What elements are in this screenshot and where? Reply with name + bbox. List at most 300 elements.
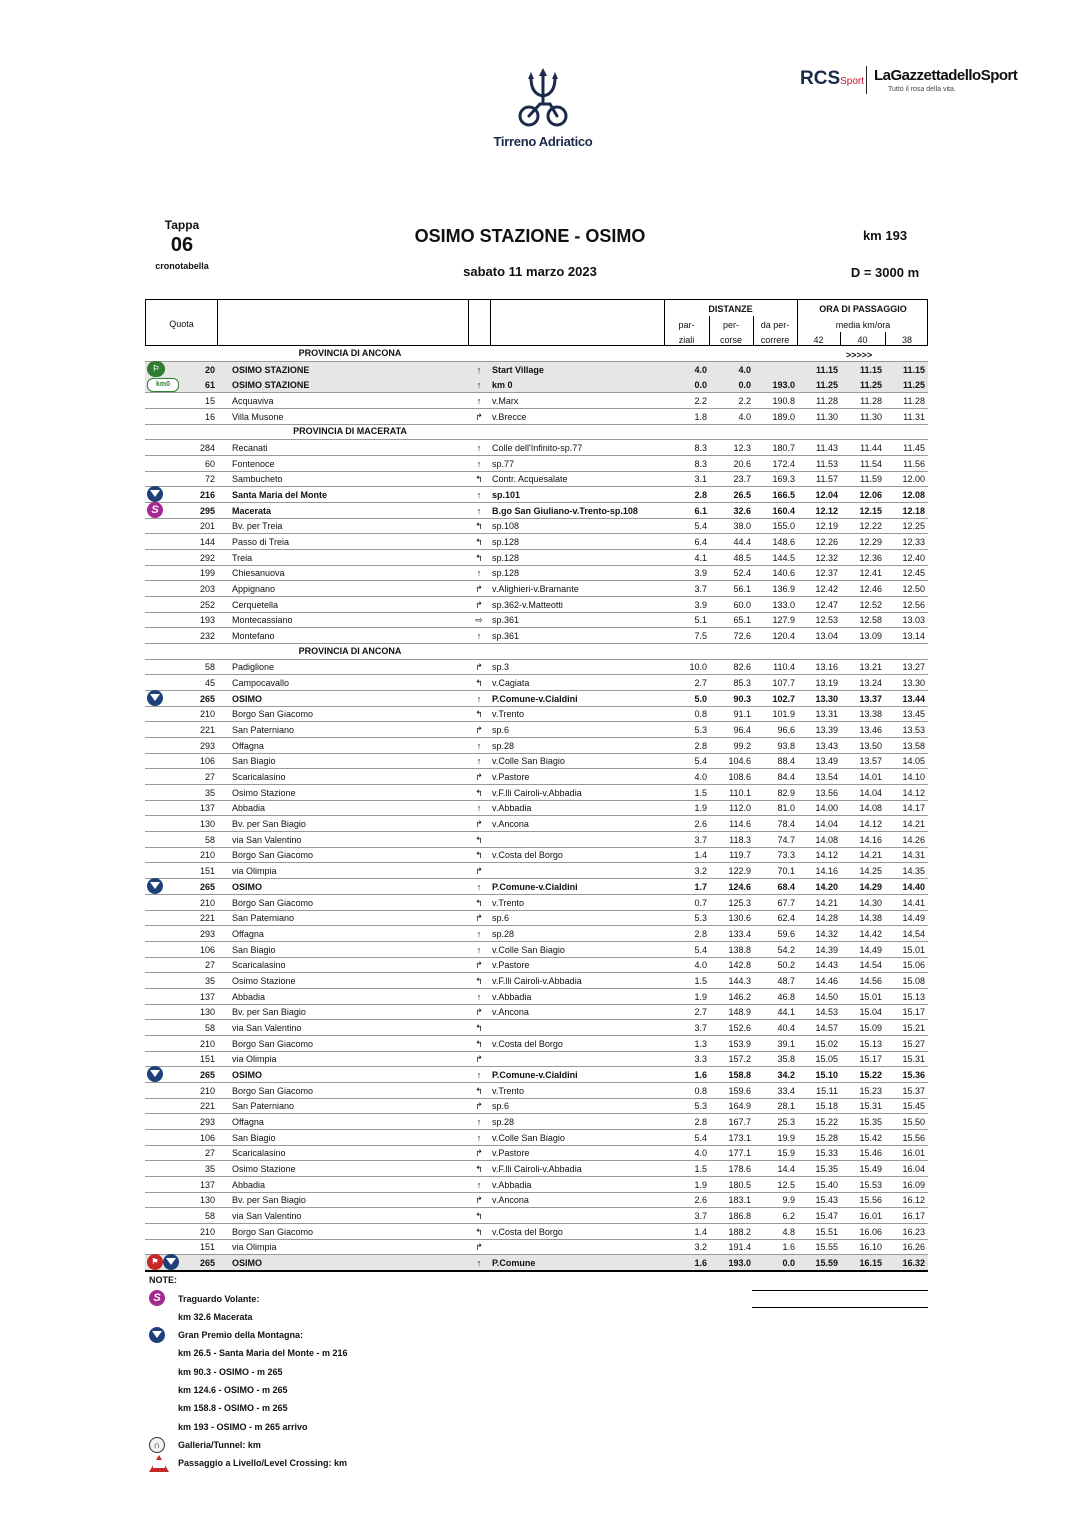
parziali-cell: 1.5 — [694, 975, 707, 986]
parziali-cell: 2.6 — [694, 1195, 707, 1206]
percorse-cell: 188.2 — [728, 1226, 751, 1237]
percorse-cell: 180.5 — [728, 1179, 751, 1190]
level-crossing-icon — [149, 1455, 169, 1472]
quota-cell: 265 — [199, 1257, 215, 1268]
parziali-cell: 4.0 — [694, 364, 707, 375]
time-42-cell: 15.51 — [815, 1226, 838, 1237]
parziali-cell: 1.5 — [694, 787, 707, 798]
direction-icon: ↑ — [476, 803, 482, 814]
location-cell: Offagna — [232, 928, 264, 939]
direction-icon: ↑ — [476, 631, 482, 642]
road-cell: v.Pastore — [492, 772, 530, 783]
time-38-cell: 11.15 — [902, 364, 925, 375]
location-cell: Santa Maria del Monte — [232, 490, 328, 500]
direction-icon: ↑ — [476, 1116, 482, 1127]
row-icons — [147, 690, 163, 706]
time-40-cell: 14.16 — [859, 834, 882, 845]
direction-icon: ↱ — [475, 411, 483, 422]
percorse-cell: 82.6 — [733, 662, 751, 673]
time-42-cell: 11.25 — [815, 380, 838, 391]
road-cell: v.Trento — [492, 897, 525, 908]
time-40-cell: 13.57 — [859, 756, 882, 767]
time-38-cell: 14.49 — [902, 913, 925, 924]
tunnel-icon: ∩ — [149, 1437, 165, 1453]
quota-cell: 58 — [204, 1022, 215, 1033]
table-row — [145, 440, 928, 456]
da-percorrere-cell: 25.3 — [777, 1116, 795, 1127]
location-cell: Scaricalasino — [232, 1148, 286, 1159]
time-38-cell: 15.50 — [902, 1116, 925, 1127]
quota-cell: 144 — [199, 537, 215, 547]
quota-cell: 137 — [199, 1179, 215, 1190]
table-row — [145, 1161, 928, 1177]
table-row — [145, 1177, 928, 1193]
percorse-cell: 104.6 — [728, 756, 751, 767]
table-row — [145, 471, 928, 487]
table-row — [145, 1051, 928, 1067]
time-40-cell: 11.28 — [860, 396, 882, 406]
table-row — [145, 895, 928, 911]
direction-icon: ↰ — [475, 897, 483, 908]
time-40-cell: 12.58 — [859, 615, 882, 626]
da-percorrere-cell: 48.7 — [777, 975, 795, 986]
time-38-cell: 13.03 — [902, 615, 925, 626]
direction-icon: ↰ — [475, 1022, 483, 1033]
percorse-cell: 23.7 — [733, 474, 751, 485]
time-40-cell: 12.52 — [859, 599, 882, 610]
parziali-cell: 1.4 — [694, 850, 707, 861]
direction-icon: ↱ — [475, 1242, 483, 1253]
location-cell: Offagna — [232, 1116, 264, 1127]
table-row — [145, 1208, 928, 1224]
da-percorrere-cell: 44.1 — [777, 1007, 795, 1018]
header-speed-42: 42 — [813, 335, 824, 345]
time-42-cell: 11.28 — [816, 396, 838, 406]
direction-icon: ↰ — [475, 1085, 483, 1096]
da-percorrere-cell: 4.8 — [782, 1226, 795, 1237]
percorse-cell: 85.3 — [733, 678, 751, 689]
location-cell: Abbadia — [232, 1179, 266, 1190]
road-cell: v.Trento — [492, 709, 525, 720]
tappa-label: Tappa — [164, 218, 200, 232]
table-row — [145, 409, 928, 425]
da-percorrere-cell: 84.4 — [777, 772, 795, 783]
time-42-cell: 12.47 — [815, 599, 838, 610]
time-42-cell: 12.53 — [815, 615, 838, 626]
table-row — [145, 973, 928, 989]
time-38-cell: 15.37 — [902, 1085, 925, 1096]
time-40-cell: 14.12 — [859, 819, 882, 830]
da-percorrere-cell: 144.5 — [772, 552, 795, 563]
table-row — [145, 753, 928, 769]
time-40-cell: 12.15 — [859, 505, 882, 516]
time-38-cell: 15.36 — [902, 1069, 925, 1080]
time-40-cell: 16.15 — [859, 1257, 882, 1268]
quota-cell: 265 — [199, 693, 215, 704]
parziali-cell: 2.7 — [694, 678, 707, 689]
percorse-cell: 110.1 — [729, 787, 751, 798]
percorse-cell: 44.4 — [733, 537, 751, 547]
table-row — [145, 534, 928, 550]
location-cell: Abbadia — [232, 991, 266, 1002]
direction-icon: ⇨ — [475, 615, 483, 626]
time-42-cell: 12.32 — [815, 552, 838, 563]
location-cell: Scaricalasino — [232, 960, 286, 971]
table-row — [145, 942, 928, 958]
parziali-cell: 2.8 — [694, 928, 707, 939]
time-40-cell: 15.56 — [859, 1195, 882, 1206]
tv-note-1: km 32.6 Macerata — [178, 1312, 253, 1322]
time-38-cell: 15.13 — [902, 991, 925, 1002]
quota-cell: 72 — [204, 474, 215, 485]
gazzetta-logo-text: LaGazzettadelloSport — [874, 67, 1018, 84]
direction-icon: ↑ — [476, 458, 482, 469]
tunnel-note: Galleria/Tunnel: km — [178, 1440, 261, 1450]
time-38-cell: 16.04 — [902, 1163, 925, 1174]
parziali-cell: 3.2 — [694, 1242, 707, 1253]
divider — [217, 300, 218, 345]
header-parziali-1: par- — [678, 320, 695, 330]
quota-cell: 130 — [199, 819, 215, 830]
table-row — [145, 1004, 928, 1020]
stage-elevation: D = 3000 m — [850, 265, 920, 280]
table-row — [145, 1098, 928, 1114]
parziali-cell: 5.3 — [694, 725, 707, 736]
province-name: PROVINCIA DI ANCONA — [298, 645, 402, 656]
time-40-cell: 15.46 — [859, 1148, 882, 1159]
table-row — [145, 910, 928, 926]
time-40-cell: 15.13 — [859, 1038, 882, 1049]
quota-cell: 252 — [199, 599, 215, 610]
quota-cell: 216 — [199, 490, 215, 500]
time-42-cell: 14.00 — [815, 803, 838, 814]
time-40-cell: 13.09 — [859, 631, 882, 642]
parziali-cell: 2.7 — [694, 1007, 707, 1018]
time-40-cell: 16.10 — [859, 1242, 882, 1253]
time-42-cell: 15.22 — [815, 1116, 838, 1127]
time-38-cell: 12.08 — [902, 490, 925, 500]
percorse-cell: 125.3 — [728, 897, 751, 908]
time-38-cell: 16.32 — [902, 1257, 925, 1268]
quota-cell: 221 — [199, 913, 215, 924]
road-cell: P.Comune-v.Cialdini — [492, 1069, 578, 1080]
parziali-cell: 3.7 — [694, 1022, 707, 1033]
parziali-cell: 1.4 — [694, 1226, 707, 1237]
time-42-cell: 14.08 — [815, 834, 838, 845]
rcs-sport-logo — [800, 68, 864, 90]
table-row — [145, 989, 928, 1005]
road-cell: sp.361 — [492, 615, 520, 626]
location-cell: Sambucheto — [232, 474, 283, 485]
da-percorrere-cell: 78.4 — [777, 819, 795, 830]
row-icons — [147, 878, 163, 894]
table-row — [145, 832, 928, 848]
direction-icon: ↰ — [475, 474, 483, 485]
road-cell: v.Abbadia — [492, 1179, 532, 1190]
da-percorrere-cell: 190.8 — [772, 396, 795, 406]
table-row — [145, 1130, 928, 1146]
parziali-cell: 1.9 — [694, 1179, 707, 1190]
percorse-cell: 32.6 — [733, 505, 751, 516]
location-cell: Macerata — [232, 505, 272, 516]
road-cell: v.Colle San Biagio — [492, 944, 565, 955]
direction-icon: ↰ — [475, 1226, 483, 1237]
da-percorrere-cell: 9.9 — [782, 1195, 795, 1206]
parziali-cell: 5.4 — [694, 944, 707, 955]
direction-icon: ↑ — [476, 1132, 482, 1143]
time-40-cell: 14.04 — [859, 787, 882, 798]
road-cell: v.Brecce — [492, 411, 527, 422]
percorse-cell: 122.9 — [728, 866, 751, 877]
quota-cell: 232 — [199, 631, 215, 642]
location-cell: San Paterniano — [232, 725, 295, 736]
header-speed-40: 40 — [857, 335, 868, 345]
time-38-cell: 14.31 — [902, 850, 925, 861]
location-cell: Treia — [232, 552, 253, 563]
table-row — [145, 1036, 928, 1052]
time-38-cell: 11.56 — [903, 458, 925, 469]
location-cell: Borgo San Giacomo — [232, 850, 314, 861]
direction-icon: ↱ — [475, 1007, 483, 1018]
percorse-cell: 138.8 — [728, 944, 751, 955]
road-cell: sp.128 — [492, 568, 520, 579]
quota-cell: 106 — [199, 1132, 215, 1143]
quota-cell: 106 — [199, 756, 215, 767]
da-percorrere-cell: 88.4 — [777, 756, 795, 767]
gpm-note-3: km 124.6 - OSIMO - m 265 — [178, 1385, 288, 1395]
quota-cell: 293 — [199, 740, 215, 751]
road-cell: v.Pastore — [492, 1148, 530, 1159]
time-38-cell: 14.05 — [902, 756, 925, 767]
parziali-cell: 2.6 — [694, 819, 707, 830]
parziali-cell: 3.9 — [694, 568, 707, 579]
time-40-cell: 11.30 — [860, 411, 882, 422]
location-cell: Fontenoce — [232, 458, 275, 469]
parziali-cell: 1.5 — [694, 1163, 707, 1174]
table-row — [145, 362, 928, 378]
time-42-cell: 13.39 — [815, 725, 838, 736]
direction-icon: ↱ — [475, 913, 483, 924]
road-cell: B.go San Giuliano-v.Trento-sp.108 — [492, 505, 638, 516]
time-42-cell: 12.42 — [815, 584, 838, 594]
percorse-cell: 178.6 — [728, 1163, 751, 1174]
quota-cell: 130 — [199, 1007, 215, 1018]
time-38-cell: 14.41 — [902, 897, 925, 908]
direction-icon: ↱ — [475, 819, 483, 830]
time-42-cell: 12.26 — [815, 537, 838, 547]
table-row — [145, 503, 928, 519]
header-percorse-2: corse — [719, 335, 742, 345]
time-40-cell: 12.36 — [859, 552, 882, 563]
time-42-cell: 13.16 — [815, 662, 838, 673]
quota-cell: 210 — [199, 850, 215, 861]
location-cell: via Olimpia — [232, 1242, 277, 1253]
da-percorrere-cell: 40.4 — [777, 1022, 795, 1033]
time-38-cell: 16.23 — [902, 1226, 925, 1237]
time-42-cell: 15.59 — [815, 1257, 838, 1268]
gpm-title: Gran Premio della Montagna: — [178, 1330, 304, 1340]
time-42-cell: 15.02 — [815, 1038, 838, 1049]
percorse-cell: 65.1 — [733, 615, 751, 626]
road-cell: v.F.lli Cairoli-v.Abbadia — [492, 1163, 582, 1174]
time-42-cell: 14.12 — [815, 850, 838, 861]
time-38-cell: 15.27 — [902, 1038, 925, 1049]
direction-icon: ↱ — [475, 1101, 483, 1112]
trident-cyclist-icon — [488, 68, 598, 134]
direction-icon: ↰ — [475, 1210, 483, 1221]
table-row — [145, 691, 928, 707]
gran-premio-montagna-icon — [147, 878, 163, 894]
percorse-cell: 173.1 — [728, 1132, 751, 1143]
table-row — [145, 1067, 928, 1083]
header-distanze: DISTANZE — [708, 304, 753, 314]
time-42-cell: 15.55 — [815, 1242, 838, 1253]
time-42-cell: 14.28 — [815, 913, 838, 924]
location-cell: OSIMO — [232, 881, 263, 892]
time-40-cell: 15.42 — [859, 1132, 882, 1143]
traguardo-volante-icon: S — [149, 1290, 165, 1306]
table-row — [145, 659, 928, 675]
quota-cell: 137 — [199, 991, 215, 1002]
quota-cell: 27 — [204, 1148, 215, 1159]
time-38-cell: 13.27 — [902, 662, 925, 673]
percorse-cell: 114.6 — [729, 819, 751, 830]
location-cell: Osimo Stazione — [232, 787, 296, 798]
table-row — [145, 1224, 928, 1240]
percorse-cell: 119.7 — [729, 850, 751, 861]
road-cell: v.F.lli Cairoli-v.Abbadia — [492, 787, 582, 798]
da-percorrere-cell: 148.6 — [772, 537, 795, 547]
time-40-cell: 13.24 — [859, 678, 882, 689]
parziali-cell: 3.7 — [694, 1210, 707, 1221]
location-cell: San Biagio — [232, 1132, 276, 1143]
time-42-cell: 14.21 — [815, 897, 838, 908]
logo-separator — [866, 66, 867, 94]
table-row — [145, 816, 928, 832]
percorse-cell: 146.2 — [728, 991, 751, 1002]
da-percorrere-cell: 34.2 — [777, 1069, 795, 1080]
time-42-cell: 15.40 — [815, 1179, 838, 1190]
time-38-cell: 15.17 — [902, 1007, 925, 1018]
location-cell: via Olimpia — [232, 1054, 277, 1065]
time-38-cell: 12.33 — [902, 537, 925, 547]
percorse-cell: 2.2 — [738, 396, 751, 406]
time-38-cell: 12.45 — [902, 568, 925, 579]
parziali-cell: 5.3 — [694, 913, 707, 924]
finish-icon: ⚑ — [147, 1254, 163, 1270]
time-40-cell: 14.21 — [859, 850, 882, 861]
province-name: PROVINCIA DI MACERATA — [293, 426, 407, 437]
stage-date: sabato 11 marzo 2023 — [463, 264, 597, 279]
quota-cell: 221 — [199, 725, 215, 736]
time-38-cell: 15.08 — [902, 975, 925, 986]
location-cell: Villa Musone — [232, 411, 284, 422]
parziali-cell: 4.0 — [694, 960, 707, 971]
percorse-cell: 48.5 — [733, 552, 751, 563]
time-38-cell: 15.31 — [902, 1054, 925, 1065]
time-42-cell: 13.56 — [815, 787, 838, 798]
table-row — [145, 628, 928, 644]
direction-icon: ↱ — [475, 1148, 483, 1159]
time-42-cell: 12.37 — [815, 568, 838, 579]
time-40-cell: 15.35 — [859, 1116, 882, 1127]
quota-cell: 203 — [199, 584, 215, 594]
percorse-cell: 186.8 — [728, 1210, 751, 1221]
road-cell: Colle dell'Infinito-sp.77 — [492, 443, 583, 453]
parziali-cell: 7.5 — [694, 631, 707, 642]
parziali-cell: 6.1 — [694, 505, 707, 516]
direction-icon: ↱ — [475, 1054, 483, 1065]
parziali-cell: 2.2 — [694, 396, 707, 406]
location-cell: OSIMO — [232, 1257, 263, 1268]
time-42-cell: 14.57 — [815, 1022, 838, 1033]
da-percorrere-cell: 14.4 — [777, 1163, 795, 1174]
direction-icon: ↑ — [476, 881, 482, 892]
time-40-cell: 15.31 — [859, 1101, 882, 1112]
gran-premio-montagna-icon — [149, 1327, 165, 1343]
direction-icon: ↑ — [476, 1069, 482, 1080]
time-40-cell: 14.01 — [859, 772, 882, 783]
time-40-cell: 13.37 — [859, 693, 882, 704]
percorse-cell: 56.1 — [733, 584, 751, 594]
parziali-cell: 1.9 — [694, 803, 707, 814]
quota-cell: 151 — [199, 866, 215, 877]
location-cell: San Biagio — [232, 944, 276, 955]
time-38-cell: 12.18 — [902, 505, 925, 516]
tv-title: Traguardo Volante: — [178, 1294, 260, 1304]
time-38-cell: 13.45 — [902, 709, 925, 720]
time-42-cell: 15.35 — [815, 1163, 838, 1174]
gpm-note-5: km 193 - OSIMO - m 265 arrivo — [178, 1422, 308, 1432]
parziali-cell: 1.9 — [694, 991, 707, 1002]
road-cell: Contr. Acquesalate — [492, 474, 568, 485]
direction-icon: ↑ — [476, 991, 482, 1002]
time-40-cell: 14.54 — [859, 960, 882, 971]
quota-cell: 106 — [199, 944, 215, 955]
table-row — [145, 926, 928, 942]
crossing-note: Passaggio a Livello/Level Crossing: km — [178, 1458, 348, 1468]
quota-cell: 15 — [204, 396, 215, 406]
parziali-cell: 1.6 — [694, 1069, 707, 1080]
table-row — [145, 879, 928, 895]
row-icons — [147, 1066, 163, 1082]
da-percorrere-cell: 33.4 — [777, 1085, 795, 1096]
time-42-cell: 13.04 — [815, 631, 838, 642]
time-42-cell: 15.43 — [815, 1195, 838, 1206]
location-cell: Montefano — [232, 631, 275, 642]
direction-icon: ↰ — [475, 537, 483, 547]
location-cell: Cerquetella — [232, 599, 279, 610]
location-cell: San Paterniano — [232, 913, 295, 924]
time-38-cell: 14.12 — [902, 787, 925, 798]
parziali-cell: 3.3 — [694, 1054, 707, 1065]
da-percorrere-cell: 82.9 — [777, 787, 795, 798]
da-percorrere-cell: 189.0 — [772, 411, 795, 422]
direction-icon: ↰ — [475, 850, 483, 861]
location-cell: Osimo Stazione — [232, 1163, 296, 1174]
time-38-cell: 14.17 — [902, 803, 925, 814]
quota-cell: 60 — [204, 458, 215, 469]
quota-cell: 137 — [199, 803, 215, 814]
time-38-cell: 16.01 — [902, 1148, 925, 1159]
quota-cell: 201 — [199, 521, 215, 532]
time-42-cell: 13.30 — [815, 693, 838, 704]
time-40-cell: 15.17 — [859, 1054, 882, 1065]
parziali-cell: 0.0 — [694, 380, 707, 391]
time-40-cell: 14.42 — [859, 928, 882, 939]
row-icons — [147, 361, 165, 377]
direction-icon: ↱ — [475, 584, 483, 594]
